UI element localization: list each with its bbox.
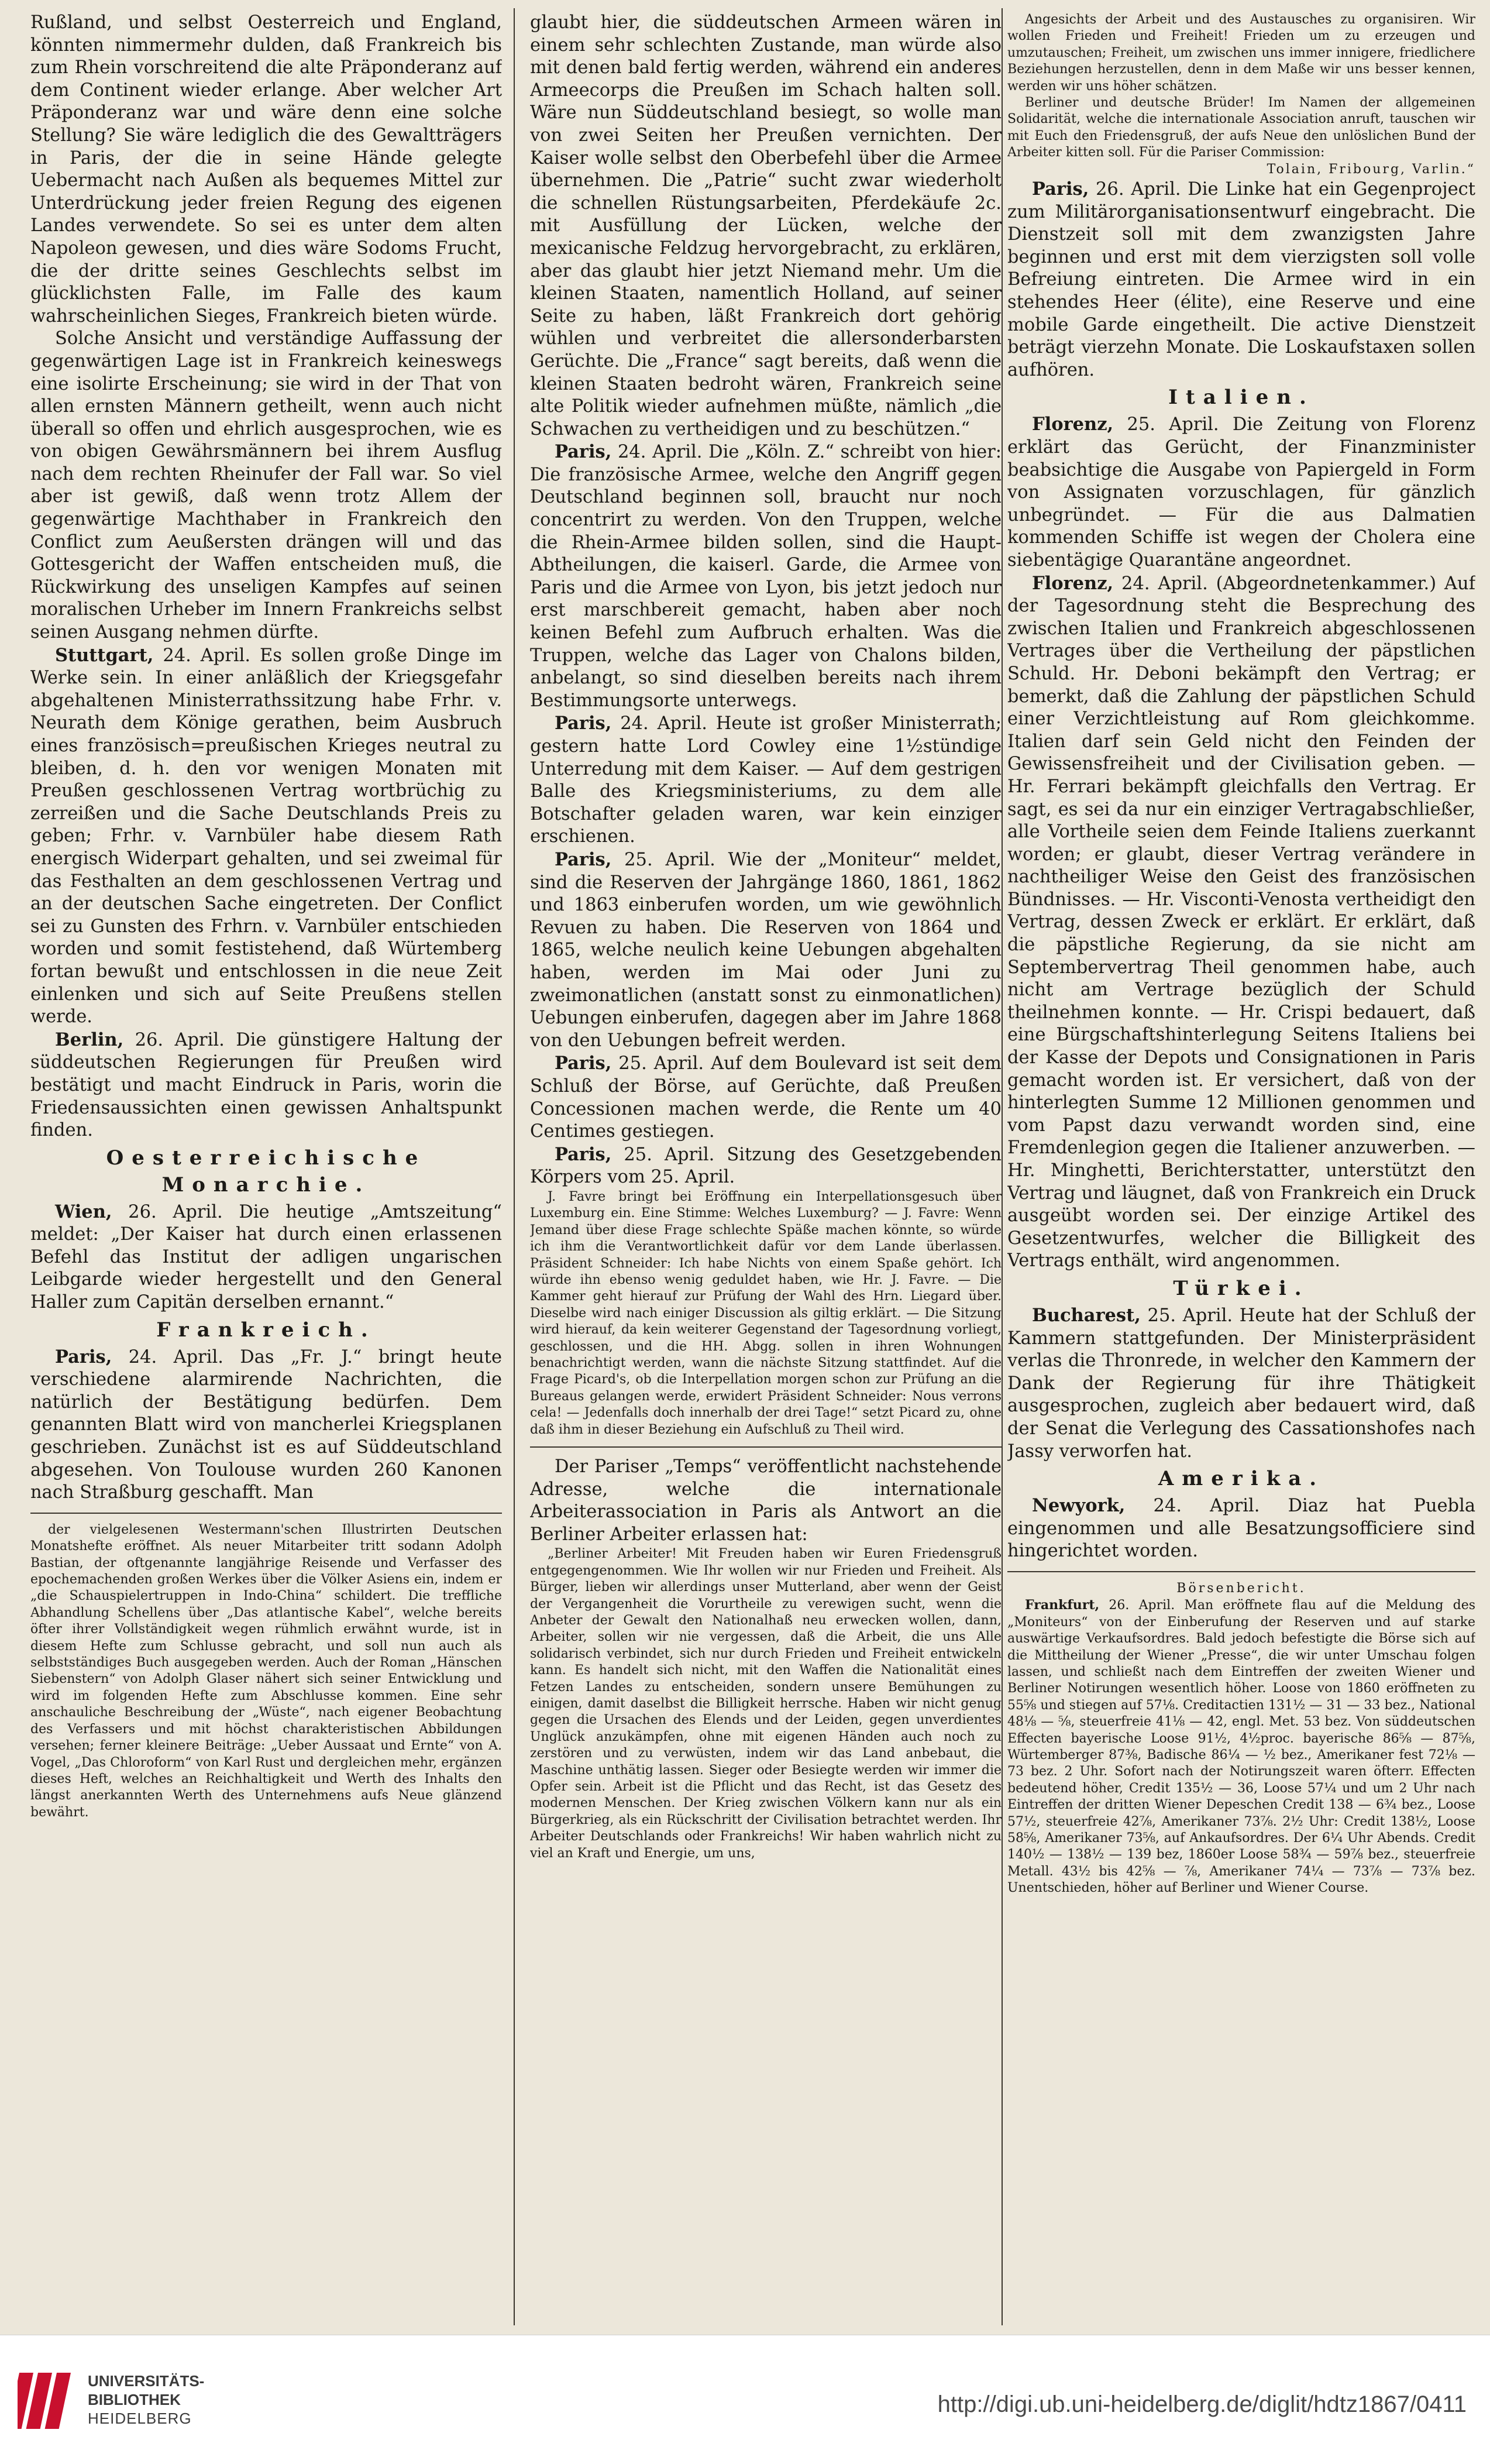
dateline: Paris, (555, 848, 612, 870)
article-text: 24. April. (Abgeordnetenkammer.) Auf der Tagesordnung steht die Besprechung des zwischen Italien und Frankreich abgeschlossenen Vertrages über die Vertheilung der päpstlichen Schuld. Hr. Deboni bekämpft den Vertrag; er bemerkt, daß die Zahlung der päpstlichen Schuld einer Verzichtleistung auf Rom gleichkomme. Italien darf sein Geld nicht den Feinden der Gewissensfreiheit und der Civilisation geben. — Hr. Ferrari bekämpft gleichfalls den Vertrag. Er sagt, es sei da nur ein einziger Vertragabschließer, alle Vortheile seien dem Feinde Italiens zuerkannt worden; er glaubt, dieser Vertrag verändere in nachtheiliger Weise den Geist des französischen Bündnisses. — Hr. Visconti-Venosta vertheidigt den Vertrag, dessen Zweck er erklärt. Er erklärt, daß die päpstliche Regierung, da sie nicht am Septembervertrag Theil genommen habe, auch nicht am Vertrage bezüglich der Schuld theilnehmen konnte. — Hr. Crispi bedauert, daß eine Bürgschaftshinterlegung Seitens Italiens bei der Kasse der Depots und Consignationen in Paris gemacht worden ist. Er versichert, daß von der hinterlegten Summe 12 Millionen genommen und vom Papst dazu verwandt worden sind, eine Fremdenlegion gegen die Italiener anzuwerben. — Hr. Minghetti, Berichterstatter, unterstützt den Vertrag und läugnet, daß von Frankreich ein Druck ausgeübt worden sei. Der einzige Artikel des Gesetzentwurfes, welcher die Billigkeit des Vertrags enthält, wird angenommen. (1007, 573, 1475, 1271)
address-text: Berliner und deutsche Brüder! Im Namen der allgemeinen Solidarität, welche die internationale Association anruft, tauschen wir mit Euch den Friedensgruß, der aufs Neue den unlöslichen Bund der Arbeiter kitten soll. Für die Pariser Commission: (1007, 95, 1475, 160)
library-name-line: BIBLIOTHEK (88, 2391, 181, 2408)
session-report: J. Favre bringt bei Eröffnung ein Interpellationsgesuch über Luxemburg ein. Eine Stimme: Welches Luxemburg? — J. Favre: Wenn Jemand über diese Frage schlechte Späße machen könnte, so würde ich ihm die Verantwortlichkeit dafür vor dem Lande überlassen. Präsident Schneider: Ich habe Nichts von einem Spaße gehört. Ich würde ihn ebenso wenig geduldet haben, wie Hr. J. Favre. — Die Kammer geht hierauf zur Prüfung der Wahl des Hrn. Liegard über. Dieselbe wird nach einiger Discussion als giltig erklärt. — Die Sitzung wird hierauf, da kein weiterer Gegenstand der Tagesordnung vorliegt, geschlossen, und die HH. Abgg. sollen in ihren Wohnungen benachrichtigt werden, wann die nächste Sitzung stattfindet. Auf die Frage Picard's, ob die Interpellation morgen schon zur Prüfung an die Bureaus gelangen werde, erwidert Präsident Schneider: Nous verrons cela! — Jedenfalls doch innerhalb der drei Tage!“ setzt Picard zu, ohne daß ihm in dieser Beziehung ein Aufschluß zu Theil wird. (530, 1189, 1002, 1437)
article-text: 26. April. Die günstigere Haltung der süddeutschen Regierungen für Preußen wird bestätigt und macht Eindruck in Paris, worin die Friedensaussichten einen gewissen Anhaltspunkt finden. (30, 1029, 502, 1141)
source-url[interactable]: http://digi.ub.uni-heidelberg.de/diglit/hdtz1867/0411 (937, 2391, 1467, 2417)
dateline: Paris, (1032, 178, 1089, 200)
column-rule (514, 8, 515, 2325)
dateline: Stuttgart, (55, 644, 154, 666)
column-2 (530, 12, 1002, 2329)
dateline: Wien, (55, 1201, 112, 1222)
dateline: Paris, (55, 1346, 112, 1367)
article-text: 24. April. Es sollen große Dinge im Werke sein. In einer anläßlich der Kriegsgefahr abgehaltenen Ministerrathssitzung habe Frhr. v. Neurath dem Könige gerathen, beim Ausbruch eines französisch=preußischen Krieges neutral zu bleiben, d. h. den vor wenigen Monaten mit Preußen geschlossenen Vertrag wortbrüchig zu zerreißen und die Sache Deutschlands Preis zu geben; Frhr. v. Varnbüler habe diesem Rath energisch Widerpart gehalten, und sei zweimal für das Festhalten an dem geschlossenen Vertrag und an der deutschen Sache eingetreten. Der Conflict sei zu Gunsten des Frhrn. v. Varnbüler entschieden worden und somit festistehend, daß Würtemberg fortan bewußt und entschlossen in die neue Zeit einlenken und sich auf Seite Preußens stellen werde. (30, 645, 502, 1027)
article-text: 25. April. Heute hat der Schluß der Kammern stattgefunden. Der Ministerpräsident verlas die Thronrede, in welcher den Kammern der Dank der Regierung für ihre Thätigkeit ausgesprochen, zugleich aber bedauert wird, daß der Senat die Verlegung des Cassationshofes nach Jassy verworfen hat. (1007, 1305, 1475, 1462)
column-rule (1002, 8, 1003, 2325)
column-1 (30, 12, 502, 2329)
dateline: Newyork, (1032, 1495, 1126, 1517)
feuilleton-paragraph: der vielgelesenen Westermann'schen Illustrirten Deutschen Monatshefte eröffnet. Als neuer Mitarbeiter tritt sodann Adolph Bastian, der oftgenannte langjährige Reisende und Verfasser des epochemachenden großen Werkes über die Völker Asiens ein, indem er „die Schauspielertruppen in Indo-China“ schildert. Die treffliche Abhandlung Schellens über „Das atlantische Kabel“, welche bereits öfter ihrer Vollständigkeit wegen rühmlich erwähnt wurde, ist in diesem Hefte zum Schlusse gebracht, und soll nun auch als selbstständiges Buch ausgegeben werden. Auch der Roman „Hänschen Siebenstern“ von Adolph Glaser nähert sich seiner Entwicklung und wird im folgenden Hefte zum Abschlusse kommen. Eine sehr anschauliche Beschreibung der „Wüste“, nach eigener Beobachtung des Verfassers und mit höchst charakteristischen Abbildungen versehen; ferner kleinere Beiträge: „Ueber Aussaat und Ernte“ von A. Vogel, „Das Chloroform“ von Karl Rust und dergleichen mehr, ergänzen dieses Heft, welches an Reichhaltigkeit und Werth des Inhalts den längst anerkannten Werth des Unternehmens aufs Neue glänzend bewährt. (30, 1522, 502, 1820)
article-paragraph: glaubt hier, die süddeutschen Armeen wären in einem sehr schlechten Zustande, man würde also mit denen bald fertig werden, während ein anderes Armeecorps die Preußen im Schach halten soll. Wäre nun Süddeutschland besiegt, so wolle man von zwei Seiten her Preußen vernichten. Der Kaiser wolle selbst den Oberbefehl über die Armee übernehmen. Die „Patrie“ sucht zwar wiederholt die schnellen Rüstungsarbeiten, Pferdekäufe 2c. mit Ausfüllung der Lücken, welche der mexicanische Feldzug hervorgebracht, zu erklären, aber das glaubt hier jetzt Niemand mehr. Um die kleinen Staaten, namentlich Holland, auf seiner Seite zu haben, läßt Frankreich dort gehörig wühlen und verbreitet die allersonderbarsten Gerüchte. Die „France“ sagt bereits, daß wenn die kleinen Staaten bedroht wären, Frankreich seine alte Politik wieder aufnehmen müßte, nämlich „die Schwachen zu vertheidigen und zu beschützen.“ (530, 12, 1002, 439)
article-text: 25. April. Die Zeitung von Florenz erklärt das Gerücht, der Finanzminister beabsichtige die Ausgabe von Papiergeld in Form von Assignaten vorzuschlagen, für gänzlich unbegründet. — Für die aus Dalmatien kommenden Schiffe ist wegen der Cholera eine siebentägige Quarantäne angeordnet. (1007, 414, 1475, 571)
article-text: 24. April. Heute ist großer Ministerrath; gestern hatte Lord Cowley eine 1½stündige Unterredung mit dem Kaiser. — Auf dem gestrigen Balle des Kriegsministeriums, zu dem alle Botschafter geladen waren, war kein einziger erschienen. (530, 713, 1002, 847)
dateline: Berlin, (55, 1029, 124, 1050)
library-logo-icon (18, 2365, 76, 2435)
dateline: Paris, (555, 441, 612, 463)
column-3 (1007, 12, 1475, 2329)
article-text: 24. April. Diaz hat Puebla eingenommen und alle Besatzungsofficiere sind hingerichtet worden. (1007, 1496, 1475, 1562)
section-heading: Italien. (1168, 386, 1314, 410)
dateline: Paris, (555, 713, 612, 734)
section-heading: Amerika. (1158, 1467, 1325, 1491)
library-name (88, 2372, 204, 2428)
section-divider (30, 1513, 502, 1514)
library-name-line: HEIDELBERG (88, 2410, 192, 2427)
article-text: 26. April. Man eröffnete flau auf die Meldung des „Moniteurs“ von der Einberufung der Reserven und auf starke auswärtige Verkaufsordres. Bald jedoch befestigte die Börse sich auf die Mittheilung der Wiener „Presse“, die wir unter Umschau folgen lassen, und schließt nach dem Eintreffen der zweiten Wiener und Berliner Notirungen wesentlich höher. Loose von 1860 eröffneten zu 55⅝ und stiegen auf 57⅛. Creditactien 131½ — 31 — 33 bez., National 48⅛ — ⅝, steuerfreie 41⅛ — 42, engl. Met. 53 bez. Von süddeutschen Effecten bayerische Loose 91½, 4½proc. bayerische 86⅝ — 87⅝, Würtemberger 87⅜, Badische 86¼ — ½ bez., Amerikaner fest 72⅛ — 73 bez. 2 Uhr. Sofort nach der Notirungszeit waren öfterr. Effecten bedeutend höher, Credit 135½ — 36, Loose 57¼ und um 2 Uhr nach Eintreffen der dritten Wiener Depeschen Credit 138 — 6¾ bez., Loose 57½, steuerfreie 42⅞, Amerikaner 73⅞. 2½ Uhr: Credit 138½, Loose 58⅝, Amerikaner 73⅝, auf Ankaufsordres. Der 6¼ Uhr Abends. Credit 140½ — 138½ — 139 bez, 1860er Loose 58¾ — 59⅞ bez., steuerfreie Metall. 43½ bis 42⅝ — ⅞, Amerikaner 74¼ — 73⅞ — 73⅞ bez. Unentschieden, höher auf Berliner und Wiener Course. (1007, 1598, 1475, 1896)
article-text: 26. April. Die heutige „Amtszeitung“ meldet: „Der Kaiser hat durch einen erlassenen Befehl das Institut der adligen ungarischen Leibgarde wieder hergestellt und den General Haller zum Capitän derselben ernannt.“ (30, 1201, 502, 1313)
dateline: Frankfurt, (1025, 1597, 1100, 1613)
article-paragraph: Rußland, und selbst Oesterreich und England, könnten nimmermehr dulden, daß Frankreich bis zum Rhein vorschreitend die alte Präponderanz auf dem Continent wieder erlange. Aber welcher Art Präponderanz war und wäre denn eine solche Stellung? Sie wäre lediglich die des Gewaltträgers in Paris, der die in seine Hände gelegte Uebermacht nach Außen als bequemes Mittel zur Unterdrückung jeder freien Regung des eigenen Landes verwendete. So sei es unter dem alten Napoleon gewesen, und dies wäre Sodoms Frucht, die der dritte seines Geschlechts selbst im glücklichsten Falle, im Falle des kaum wahrscheinlichen Sieges, Frankreich bieten würde. (30, 12, 502, 327)
section-heading: Börsenbericht. (1176, 1580, 1306, 1596)
address-text: Angesichts der Arbeit und des Austausches zu organisiren. Wir wollen Frieden und Freiheit! Frieden um zu erzeugen und umzutauschen; Freiheit, um zwischen uns immer innigere, friedlichere Beziehungen herzustellen, denn in dem Maße wir uns besser kennen, werden wir uns höher schätzen. (1007, 12, 1475, 94)
article-text: 26. April. Die Linke hat ein Gegenproject zum Militärorganisationsentwurf eingebracht. Die Dienstzeit soll mit dem zwanzigsten Jahre beginnen und erst mit dem vierzigsten soll volle Befreiung eintreten. Die Armee wird in ein stehendes Heer (élite), eine Reserve und eine mobile Garde eingetheilt. Die active Dienstzeit beträgt vierzehn Monate. Die Loskaufstaxen sollen aufhören. (1007, 179, 1475, 380)
section-heading: Oesterreichische Monarchie. (106, 1146, 426, 1197)
library-footer (0, 2335, 1490, 2464)
article-text: 25. April. Sitzung des Gesetzgebenden Körpers vom 25. April. (530, 1144, 1002, 1188)
section-divider (1007, 1571, 1475, 1572)
dateline: Paris, (555, 1143, 612, 1165)
article-text: 25. April. Wie der „Moniteur“ meldet, sind die Reserven der Jahrgänge 1860, 1861, 1862 und 1863 einberufen worden, um wie gewöhnlich Revuen zu haben. Die Reserven von 1864 und 1865, welche neulich keine Uebungen abgehalten haben, werden im Mai oder Juni zu zweimonatlichen (anstatt sonst zu einmonatlichen) Uebungen einberufen, dagegen aber im Jahre 1868 von den Uebungen befreit werden. (530, 849, 1002, 1051)
address-text: „Berliner Arbeiter! Mit Freuden haben wir Euren Friedensgruß entgegengenommen. Wie Ihr wollen wir nur Frieden und Freiheit. Als Bürger, lieben wir allerdings unser Mutterland, aber wenn der Geist der Vergangenheit die Vorurtheile zu verewigen sucht, wenn die Anbeter der Gewalt den Nationalhaß neu erwecken wollen, dann, Arbeiter, sollen wir nie vergessen, daß die Arbeit, die uns Alle solidarisch verbindet, sich nur durch Frieden und Freiheit entwickeln kann. Es handelt sich nicht, mit den Waffen die Nationalität eines Fetzen Landes zu entscheiden, sondern unsere Bemühungen zu einigen, damit daselbst die Billigkeit herrsche. Haben wir nicht genug gegen die Ursachen des Elends und der Leiden, gegen unverdientes Unglück anzukämpfen, ohne mit eigenen Händen auch noch zu zerstören und zu verwüsten, indem wir das Land anbebaut, die Maschine unthätig lassen. Sieger oder Besiegte werden wir immer die Opfer sein. Arbeit ist die Pflicht und das Recht, ist das Gesetz des modernen Menschen. Der Krieg zwischen Völkern kann nur als ein Bürgerkrieg, als ein Rückschritt der Civilisation betrachtet werden. Ihr Arbeiter Deutschlands oder Frankreichs! Wir haben wahrlich nicht zu viel an Kraft und Energie, um uns, (530, 1547, 1002, 1861)
article-text: 24. April. Die „Köln. Z.“ schreibt von hier: Die französische Armee, welche den Angriff gegen Deutschland beginnen soll, braucht nur noch concentrirt zu werden. Von den Truppen, welche die Rhein-Armee bilden sollen, sind die Haupt-Abtheilungen, die kaiserl. Garde, die Armee von Paris und die Armee von Lyon, bis jetzt jedoch nur erst marschbereit gemacht, haben aber noch keinen Befehl zum Aufbruch erhalten. Was die Truppen, welche das Lager von Chalons bilden, anbelangt, so sind dieselben bereits nach ihrem Bestimmungsorte unterwegs. (530, 442, 1002, 711)
article-paragraph: Solche Ansicht und verständige Auffassung der gegenwärtigen Lage ist in Frankreich keineswegs eine isolirte Erscheinung; sie wird in der That von allen ernsten Männern getheilt, wenn auch nicht überall so offen und ehrlich ausgesprochen, wie es von obigen Gewährsmännern bei ihrem Ausflug nach dem rechten Rheinufer der Fall war. So viel aber ist gewiß, daß wenn trotz Allem der gegenwärtige Machthaber in Frankreich den Conflict zum Aeußersten drängen will und das Gottesgericht der Waffen entscheiden muß, die Rückwirkung des unseligen Kampfes auf seinen moralischen Urheber im Innern Frankreichs selbst seinen Ausgang nehmen dürfte. (30, 328, 502, 643)
library-name-line: UNIVERSITÄTS- (88, 2372, 205, 2390)
article-text: 25. April. Auf dem Boulevard ist seit dem Schluß der Börse, auf Gerüchte, daß Preußen Concessionen machen werde, die Rente um 40 Centimes gestiegen. (530, 1053, 1002, 1142)
section-divider (530, 1446, 1002, 1448)
dateline: Florenz, (1032, 414, 1114, 435)
section-heading: Frankreich. (156, 1318, 376, 1342)
signatories: Tolain, Fribourg, Varlin.“ (1267, 161, 1475, 177)
article-text: 24. April. Das „Fr. J.“ bringt heute verschiedene alarmirende Nachrichten, die natürlich der Bestätigung bedürfen. Dem genannten Blatt wird von mancherlei Kriegsplanen geschrieben. Zunächst ist es auf Süddeutschland abgesehen. Von Toulouse wurden 260 Kanonen nach Straßburg geschafft. Man (30, 1346, 502, 1503)
dateline: Paris, (555, 1053, 612, 1074)
dateline: Florenz, (1032, 572, 1114, 594)
article-paragraph: Der Pariser „Temps“ veröffentlicht nachstehende Adresse, welche die internationale Arbeiterassociation in Paris als Antwort an die Berliner Arbeiter erlassen hat: (530, 1456, 1002, 1545)
dateline: Bucharest, (1032, 1304, 1141, 1326)
section-heading: Türkei. (1173, 1276, 1310, 1300)
